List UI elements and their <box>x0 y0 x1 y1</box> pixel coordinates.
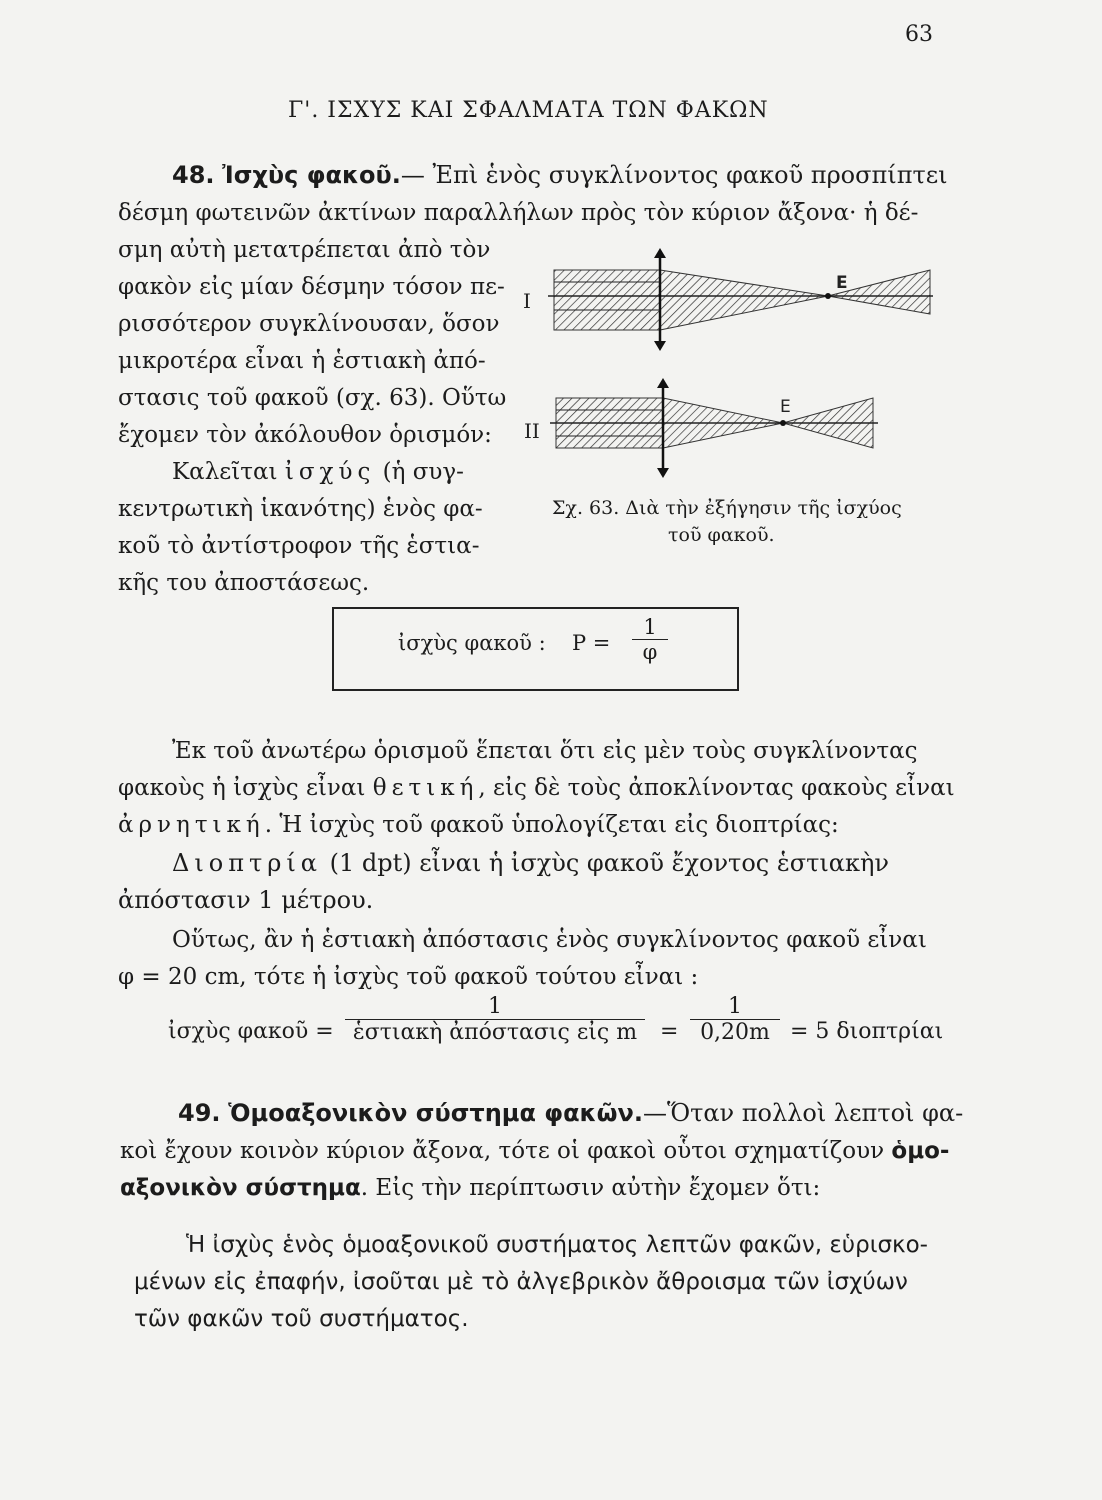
text-span: , εἰς δὲ τοὺς ἀποκλίνοντας φακοὺς εἶναι <box>478 775 955 801</box>
text-span: κοὶ ἔχουν κοινὸν κύριον ἄξονα, τότε οἱ φακοὶ οὗτοι σχηματίζουν <box>120 1138 892 1164</box>
paragraph-line: φ = 20 cm, τότε ἡ ἰσχὺς τοῦ φακοῦ τούτου εἶναι : <box>118 964 699 990</box>
paragraph-line <box>118 810 839 840</box>
text-span: . Εἰς τὴν περίπτωσιν αὐτὴν ἔχομεν ὅτι: <box>360 1175 821 1201</box>
equation-lhs: ἰσχὺς φακοῦ = <box>168 1019 334 1044</box>
figure-label-II: II <box>524 419 540 443</box>
diagram-strong-lens <box>523 248 933 351</box>
diagram-weak-lens <box>524 378 878 478</box>
section-48-line: δέσμη φωτεινῶν ἀκτίνων παραλλήλων πρὸς τὸν κύριον ἄξονα· ἡ δέ- <box>118 200 919 226</box>
section-48-line: — Ἐπὶ ἑνὸς συγκλίνοντος φακοῦ προσπίπτει <box>400 161 948 189</box>
section-48-number: 48. <box>172 161 215 189</box>
paragraph-line <box>118 773 955 803</box>
text-span: (1 dpt) εἶναι ἡ ἰσχὺς φακοῦ ἔχοντος ἑστιακὴν <box>321 849 889 877</box>
section-48-line: φακὸν εἰς μίαν δέσμην τόσον πε- <box>118 274 505 300</box>
definition-line <box>172 457 464 487</box>
section-48-heading: Ἰσχὺς φακοῦ. <box>222 161 401 189</box>
term-negative: ἀρνητική <box>118 812 265 838</box>
equation-denominator: ἑστιακὴ ἀπόστασις εἰς m <box>352 1020 638 1045</box>
paragraph-line: Ἐκ τοῦ ἀνωτέρω ὁρισμοῦ ἕπεται ὅτι εἰς μὲν τοὺς συγκλίνοντας <box>172 738 918 764</box>
section-48-line: σμη αὐτὴ μετατρέπεται ἀπὸ τὸν <box>118 237 491 263</box>
equation-numerator: 1 <box>728 994 742 1019</box>
figure-caption-line: τοῦ φακοῦ. <box>668 524 775 546</box>
section-48-line: μικροτέρα εἶναι ἡ ἑστιακὴ ἀπό- <box>118 348 486 374</box>
formula-numerator: 1 <box>643 615 657 639</box>
definition-prefix: Καλεῖται <box>172 459 285 485</box>
equation-equals: = <box>660 1019 679 1044</box>
section-49-number: 49. <box>178 1099 221 1127</box>
focus-label-E: E <box>780 397 791 417</box>
chapter-title: Γ'. ΙΣΧΥΣ ΚΑΙ ΣΦΑΛΜΑΤΑ ΤΩΝ ΦΑΚΩΝ <box>288 98 769 123</box>
definition-line: κῆς του ἀποστάσεως. <box>118 570 370 596</box>
rule-line: Ἡ ἰσχὺς ἑνὸς ὁμοαξονικοῦ συστήματος λεπτῶν φακῶν, εὑρισκο- <box>186 1232 928 1258</box>
bold-term: αξονικὸν σύστημα <box>120 1175 361 1201</box>
formula-denominator: φ <box>642 640 658 664</box>
equation-fraction-2 <box>690 994 780 1045</box>
equation-result: = 5 διοπτρίαι <box>790 1019 944 1044</box>
section-48-line: ρισσότερον συγκλίνουσαν, ὅσον <box>118 311 500 337</box>
text-span: —Ὅταν πολλοὶ λεπτοὶ φα- <box>642 1099 964 1127</box>
section-49-heading: Ὁμοαξονικὸν σύστημα φακῶν. <box>228 1099 643 1127</box>
figure-label-I: I <box>523 289 531 313</box>
section-48-line: στασις τοῦ φακοῦ (σχ. 63). Οὕτω <box>118 385 507 411</box>
paragraph-line: Οὕτως, ἂν ἡ ἑστιακὴ ἀπόστασις ἑνὸς συγκλίνοντος φακοῦ εἶναι <box>172 927 927 953</box>
term-positive: θετική <box>372 775 479 801</box>
text-span: . Ἡ ἰσχὺς τοῦ φακοῦ ὑπολογίζεται εἰς διοπτρίας: <box>264 812 839 838</box>
term-diopter: Διοπτρία <box>172 849 322 877</box>
equation-fraction-1 <box>345 994 645 1045</box>
figure-63-lens-diagram <box>518 248 938 480</box>
section-49-first-line <box>178 1098 963 1128</box>
formula-lhs: P = <box>572 631 611 655</box>
equation-denominator: 0,20m <box>700 1020 770 1045</box>
section-49-line <box>120 1173 820 1203</box>
diopter-definition-line <box>172 848 889 878</box>
section-49-line <box>120 1136 949 1166</box>
rule-line: τῶν φακῶν τοῦ συστήματος. <box>134 1306 469 1332</box>
section-48-first-line <box>172 160 948 190</box>
bold-term: ὁμο- <box>891 1138 950 1164</box>
page-number: 63 <box>905 22 933 47</box>
section-48-line: ἔχομεν τὸν ἀκόλουθον ὁρισμόν: <box>118 422 492 448</box>
formula-fraction <box>632 615 668 664</box>
formula-label: ἰσχὺς φακοῦ : <box>398 631 546 655</box>
diopter-definition-line: ἀπόστασιν 1 μέτρου. <box>118 886 374 914</box>
definition-rest: (ἡ συγ- <box>375 459 464 485</box>
rule-line: μένων εἰς ἐπαφήν, ἰσοῦται μὲ τὸ ἀλγεβρικὸν ἄθροισμα τῶν ἰσχύων <box>134 1269 908 1295</box>
definition-line: κοῦ τὸ ἀντίστροφον τῆς ἑστια- <box>118 533 480 559</box>
equation-numerator: 1 <box>488 994 502 1019</box>
text-span: φακοὺς ἡ ἰσχὺς εἶναι <box>118 775 373 801</box>
focus-label-E: E <box>836 273 848 293</box>
definition-term: ἰσχύς <box>284 459 376 485</box>
figure-caption-line: Σχ. 63. Διὰ τὴν ἐξήγησιν τῆς ἰσχύος <box>552 497 902 519</box>
definition-line: κεντρωτικὴ ἱκανότης) ἑνὸς φα- <box>118 496 483 522</box>
formula-box <box>332 607 739 691</box>
